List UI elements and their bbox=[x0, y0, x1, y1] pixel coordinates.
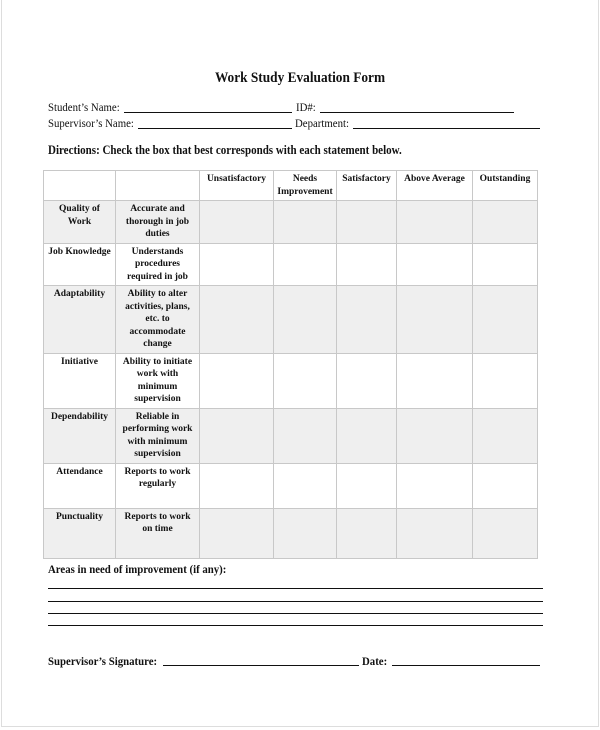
rating-checkbox[interactable] bbox=[337, 463, 397, 508]
date-label: Date: bbox=[362, 654, 388, 668]
category-cell: Dependability bbox=[44, 408, 116, 463]
directions-text: Directions: Check the box that best corresponds with each statement below. bbox=[48, 143, 402, 157]
category-cell: Initiative bbox=[44, 353, 116, 408]
rating-checkbox[interactable] bbox=[473, 408, 538, 463]
rating-checkbox[interactable] bbox=[200, 286, 274, 354]
rating-checkbox[interactable] bbox=[337, 353, 397, 408]
statement-cell: Accurate and thorough in job duties bbox=[116, 201, 200, 244]
student-name-field[interactable] bbox=[124, 112, 292, 113]
rating-checkbox[interactable] bbox=[473, 353, 538, 408]
id-field[interactable] bbox=[320, 112, 514, 113]
rating-checkbox[interactable] bbox=[397, 408, 473, 463]
rating-checkbox[interactable] bbox=[337, 243, 397, 286]
improvement-line[interactable] bbox=[48, 601, 543, 602]
category-cell: Job Knowledge bbox=[44, 243, 116, 286]
category-cell: Adaptability bbox=[44, 286, 116, 354]
rating-checkbox[interactable] bbox=[473, 201, 538, 244]
id-label: ID#: bbox=[296, 100, 316, 114]
rating-checkbox[interactable] bbox=[274, 463, 337, 508]
table-row bbox=[44, 508, 538, 558]
rating-checkbox[interactable] bbox=[337, 286, 397, 354]
rating-checkbox[interactable] bbox=[397, 463, 473, 508]
category-cell: Punctuality bbox=[44, 508, 116, 558]
department-field[interactable] bbox=[353, 128, 540, 129]
statement-cell: Understands procedures required in job bbox=[116, 243, 200, 286]
rating-checkbox[interactable] bbox=[397, 243, 473, 286]
supervisor-name-label: Supervisor’s Name: bbox=[48, 116, 134, 130]
rating-checkbox[interactable] bbox=[274, 508, 337, 558]
supervisor-name-field[interactable] bbox=[138, 128, 292, 129]
rating-checkbox[interactable] bbox=[397, 508, 473, 558]
category-cell: Quality of Work bbox=[44, 201, 116, 244]
rating-checkbox[interactable] bbox=[200, 353, 274, 408]
header-cell bbox=[116, 171, 200, 201]
rating-checkbox[interactable] bbox=[473, 508, 538, 558]
table-row bbox=[44, 201, 538, 244]
student-name-label: Student’s Name: bbox=[48, 100, 120, 114]
header-above-average: Above Average bbox=[397, 171, 473, 201]
header-unsatisfactory: Unsatisfactory bbox=[200, 171, 274, 201]
rating-checkbox[interactable] bbox=[337, 408, 397, 463]
improvement-line[interactable] bbox=[48, 588, 543, 589]
table-row bbox=[44, 286, 538, 354]
rating-checkbox[interactable] bbox=[274, 408, 337, 463]
header-satisfactory: Satisfactory bbox=[337, 171, 397, 201]
header-cell bbox=[44, 171, 116, 201]
statement-cell: Ability to alter activities, plans, etc. to accommodate change bbox=[116, 286, 200, 354]
category-cell: Attendance bbox=[44, 463, 116, 508]
improvement-label: Areas in need of improvement (if any): bbox=[48, 562, 227, 576]
form-title: Work Study Evaluation Form bbox=[214, 70, 386, 86]
rating-checkbox[interactable] bbox=[274, 201, 337, 244]
rating-checkbox[interactable] bbox=[200, 201, 274, 244]
statement-cell: Ability to initiate work with minimum supervision bbox=[116, 353, 200, 408]
rating-checkbox[interactable] bbox=[200, 243, 274, 286]
table-row bbox=[44, 243, 538, 286]
table-row bbox=[44, 353, 538, 408]
rating-checkbox[interactable] bbox=[200, 508, 274, 558]
rating-checkbox[interactable] bbox=[200, 408, 274, 463]
signature-field[interactable] bbox=[163, 665, 359, 666]
rating-checkbox[interactable] bbox=[337, 201, 397, 244]
header-needs-improvement: Needs Improvement bbox=[274, 171, 337, 201]
rating-checkbox[interactable] bbox=[337, 508, 397, 558]
rating-checkbox[interactable] bbox=[397, 201, 473, 244]
rating-checkbox[interactable] bbox=[200, 463, 274, 508]
improvement-line[interactable] bbox=[48, 613, 543, 614]
rating-checkbox[interactable] bbox=[274, 286, 337, 354]
rating-checkbox[interactable] bbox=[274, 243, 337, 286]
evaluation-table bbox=[43, 170, 538, 559]
statement-cell: Reports to work on time bbox=[116, 508, 200, 558]
rating-checkbox[interactable] bbox=[397, 353, 473, 408]
rating-checkbox[interactable] bbox=[473, 286, 538, 354]
header-row bbox=[44, 171, 538, 201]
statement-cell: Reliable in performing work with minimum supervision bbox=[116, 408, 200, 463]
rating-checkbox[interactable] bbox=[473, 243, 538, 286]
rating-checkbox[interactable] bbox=[397, 286, 473, 354]
date-field[interactable] bbox=[392, 665, 540, 666]
rating-checkbox[interactable] bbox=[473, 463, 538, 508]
improvement-line[interactable] bbox=[48, 625, 543, 626]
rating-checkbox[interactable] bbox=[274, 353, 337, 408]
statement-cell: Reports to work regularly bbox=[116, 463, 200, 508]
department-label: Department: bbox=[295, 116, 349, 130]
signature-label: Supervisor’s Signature: bbox=[48, 654, 158, 668]
table-row bbox=[44, 463, 538, 508]
header-outstanding: Outstanding bbox=[473, 171, 538, 201]
table-row bbox=[44, 408, 538, 463]
